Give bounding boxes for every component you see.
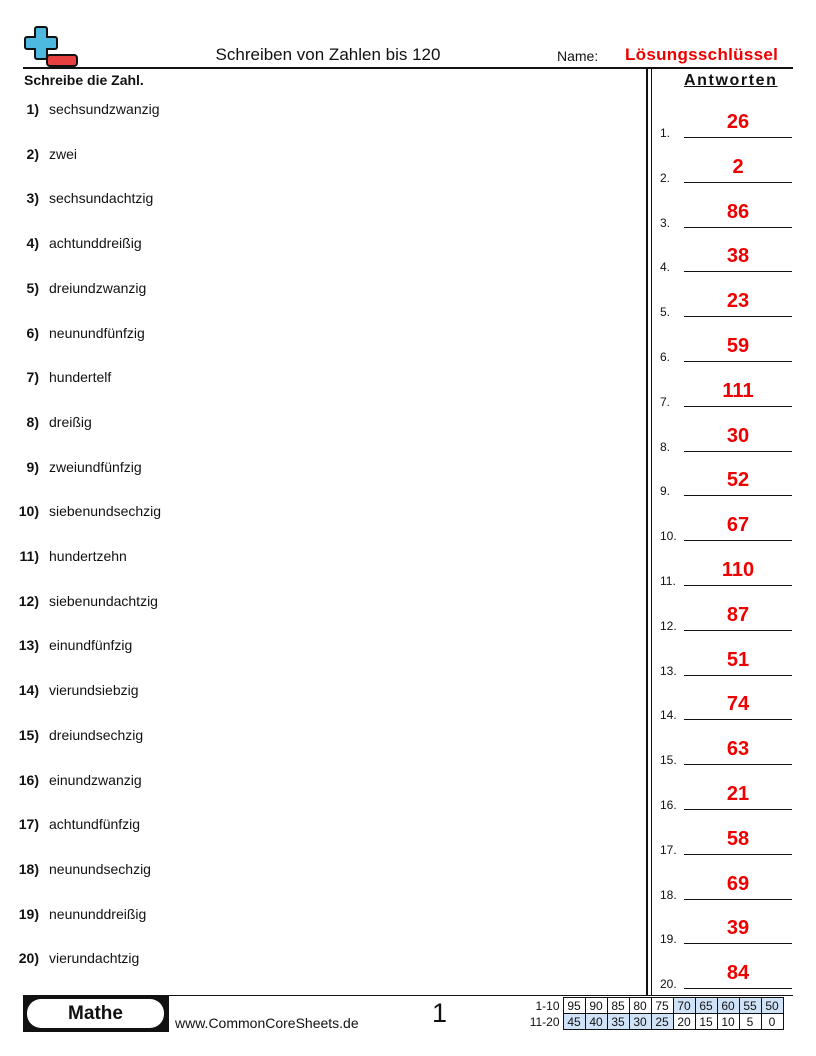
answer-number: 11.: [660, 574, 676, 588]
score-cell: 95: [563, 998, 585, 1014]
question-item: [0, 816, 140, 832]
answer-value: 51: [726, 648, 750, 671]
answer-number: 12.: [660, 618, 677, 633]
answer-item: [660, 289, 792, 319]
answer-line: [684, 630, 792, 631]
score-cell: 15: [695, 1014, 717, 1030]
question-text: dreiundzwanzig: [49, 279, 147, 296]
answer-value: 23: [726, 290, 750, 313]
answers-heading: Antworten: [684, 72, 778, 89]
question-text: neunundsechzig: [49, 860, 151, 877]
question-item: [0, 861, 151, 877]
question-number: 2): [26, 145, 39, 162]
question-item: [0, 548, 127, 564]
answer-number: 15.: [660, 753, 677, 768]
answer-line: [684, 540, 792, 541]
question-item: [0, 906, 146, 922]
question-number: 7): [26, 369, 39, 386]
question-text: vierundsiebzig: [49, 682, 139, 699]
score-cell: 60: [717, 998, 739, 1014]
answer-item: [660, 558, 792, 588]
score-row-label: 11-20: [529, 1014, 560, 1029]
score-cell: 0: [761, 1014, 783, 1030]
answer-value: 69: [726, 872, 750, 895]
question-number: 3): [26, 190, 39, 207]
question-text: hundertelf: [49, 369, 112, 386]
score-cell: 10: [717, 1014, 739, 1030]
answer-number: 19.: [660, 932, 677, 947]
score-cell: 25: [651, 1014, 673, 1030]
score-cell: 40: [585, 1014, 607, 1030]
answer-value: 58: [726, 827, 750, 850]
question-number: 13): [18, 637, 39, 654]
question-item: [0, 459, 142, 475]
score-table: [525, 997, 784, 1030]
site-url: www.CommonCoreSheets.de: [175, 1015, 359, 1031]
question-number: 8): [26, 413, 39, 430]
question-text: neunundfünfzig: [49, 324, 145, 341]
answer-number: 4.: [660, 260, 671, 275]
answer-item: [660, 200, 792, 230]
worksheet-title: Schreiben von Zahlen bis 120: [215, 45, 441, 64]
answer-line: [684, 406, 792, 407]
question-number: 6): [26, 324, 39, 341]
question-number: 19): [18, 905, 39, 922]
answer-value: 38: [726, 245, 750, 268]
question-item: [0, 503, 161, 519]
question-text: dreißig: [49, 413, 92, 430]
question-number: 11): [19, 548, 39, 564]
answer-number: 1.: [660, 126, 671, 140]
question-number: 20): [18, 950, 39, 967]
answer-item: [660, 244, 792, 274]
answer-value: 86: [726, 200, 750, 223]
question-text: dreiundsechzig: [49, 726, 144, 743]
question-text: neununddreißig: [49, 905, 147, 922]
answer-line: [684, 854, 792, 855]
answer-value: 63: [726, 738, 750, 761]
question-item: [0, 101, 160, 117]
question-number: 10): [18, 503, 39, 520]
answer-line: [684, 227, 792, 228]
score-row-label: 1-10: [535, 998, 560, 1013]
score-cell: 85: [607, 998, 629, 1014]
answer-line: [684, 137, 792, 138]
question-item: [0, 235, 142, 251]
question-text: vierundachtzig: [49, 950, 140, 967]
answer-value: 21: [726, 783, 750, 805]
page-number: 1: [432, 998, 448, 1028]
answer-number: 3.: [660, 215, 671, 230]
question-number: 4): [26, 235, 39, 252]
question-item: [0, 772, 142, 788]
answer-line: [684, 764, 792, 765]
answer-line: [684, 988, 792, 989]
answer-value: 2: [732, 155, 744, 178]
answer-item: [660, 424, 792, 454]
answer-line: [684, 809, 792, 810]
question-text: siebenundsechzig: [49, 503, 162, 520]
question-item: [0, 369, 111, 385]
question-item: [0, 414, 92, 430]
answer-number: 17.: [660, 842, 677, 857]
plus-minus-logo-icon: [23, 25, 79, 67]
answer-number: 8.: [660, 439, 671, 454]
question-number: 17): [18, 816, 39, 833]
brand-label: Mathe: [27, 999, 164, 1028]
score-cell: 35: [607, 1014, 629, 1030]
question-text: zweiundfünfzig: [49, 458, 142, 475]
question-number: 18): [18, 860, 39, 877]
question-text: siebenundachtzig: [49, 592, 158, 609]
score-cell: 50: [761, 998, 783, 1014]
question-number: 5): [26, 279, 39, 296]
answer-number: 10.: [660, 529, 677, 544]
name-value: Lösungsschlüssel: [625, 45, 779, 64]
score-cell: 90: [585, 998, 607, 1014]
question-number: 1): [26, 101, 39, 117]
answer-item: [660, 916, 792, 946]
answer-item: [660, 737, 792, 767]
answer-number: 20.: [660, 977, 677, 992]
answer-item: [660, 872, 792, 902]
answer-item: [660, 334, 792, 364]
question-number: 15): [18, 726, 39, 743]
name-label: Name:: [557, 48, 599, 64]
answer-line: [684, 182, 792, 183]
answer-value: 59: [726, 335, 750, 357]
answer-line: [684, 899, 792, 900]
answer-line: [684, 361, 792, 362]
score-cell: 80: [629, 998, 651, 1014]
question-text: einundzwanzig: [49, 771, 142, 788]
answer-value: 52: [726, 469, 750, 492]
score-cell: 75: [651, 998, 673, 1014]
answer-item: [660, 603, 792, 633]
score-cell: 30: [629, 1014, 651, 1030]
question-item: [0, 280, 146, 296]
instructions: Schreibe die Zahl.: [24, 72, 144, 88]
score-row-1-10: [525, 998, 783, 1014]
question-number: 12): [18, 592, 39, 609]
question-text: einundfünfzig: [49, 637, 133, 654]
score-row-11-20: [525, 1014, 783, 1030]
answer-line: [684, 271, 792, 272]
question-text: zwei: [49, 145, 78, 162]
answer-value: 84: [726, 962, 750, 985]
question-text: sechsundachtzig: [49, 190, 154, 207]
answer-item: [660, 110, 792, 140]
answer-line: [684, 495, 792, 496]
score-cell: 55: [739, 998, 761, 1014]
answer-item: [660, 648, 792, 678]
answer-line: [684, 451, 792, 452]
answer-value: 87: [726, 603, 750, 626]
answer-value: 67: [726, 514, 750, 537]
question-text: achtundfünfzig: [49, 816, 141, 833]
header-divider: [23, 67, 793, 69]
score-cell: 70: [673, 998, 695, 1014]
question-item: [0, 146, 77, 162]
answer-number: 7.: [660, 394, 671, 409]
answer-item: [660, 379, 792, 409]
answer-value: 110: [721, 559, 755, 581]
answer-item: [660, 468, 792, 498]
column-divider: [646, 69, 648, 995]
question-item: [0, 593, 158, 609]
question-item: [0, 637, 132, 653]
score-cell: 65: [695, 998, 717, 1014]
question-text: sechsundzwanzig: [49, 101, 160, 117]
answer-number: 6.: [660, 350, 671, 364]
answer-number: 9.: [660, 484, 671, 499]
question-number: 14): [18, 682, 39, 699]
answer-number: 14.: [660, 708, 677, 723]
question-item: [0, 950, 139, 966]
question-item: [0, 727, 143, 743]
answer-number: 13.: [660, 663, 677, 678]
question-number: 9): [26, 458, 39, 475]
answer-number: 16.: [660, 798, 677, 812]
answer-number: 5.: [660, 305, 671, 320]
question-item: [0, 682, 139, 698]
answer-item: [660, 827, 792, 857]
answer-line: [684, 585, 792, 586]
question-number: 16): [18, 771, 39, 788]
answer-value: 26: [726, 111, 750, 133]
answer-value: 111: [722, 379, 754, 402]
column-divider-inner: [651, 69, 652, 995]
answer-item: [660, 513, 792, 543]
answer-item: [660, 961, 792, 991]
score-cell: 45: [563, 1014, 585, 1030]
question-item: [0, 190, 153, 206]
answer-line: [684, 719, 792, 720]
score-cell: 5: [739, 1014, 761, 1030]
answer-value: 74: [726, 693, 750, 716]
question-text: hundertzehn: [49, 548, 127, 564]
answer-number: 18.: [660, 887, 677, 902]
answer-line: [684, 943, 792, 944]
answer-value: 30: [726, 424, 750, 447]
answer-number: 2.: [660, 170, 671, 185]
answer-line: [684, 316, 792, 317]
answer-item: [660, 155, 792, 185]
answer-item: [660, 692, 792, 722]
score-cell: 20: [673, 1014, 695, 1030]
answer-value: 39: [726, 917, 750, 940]
answer-item: [660, 782, 792, 812]
answer-line: [684, 675, 792, 676]
question-text: achtunddreißig: [49, 235, 142, 252]
question-item: [0, 325, 145, 341]
